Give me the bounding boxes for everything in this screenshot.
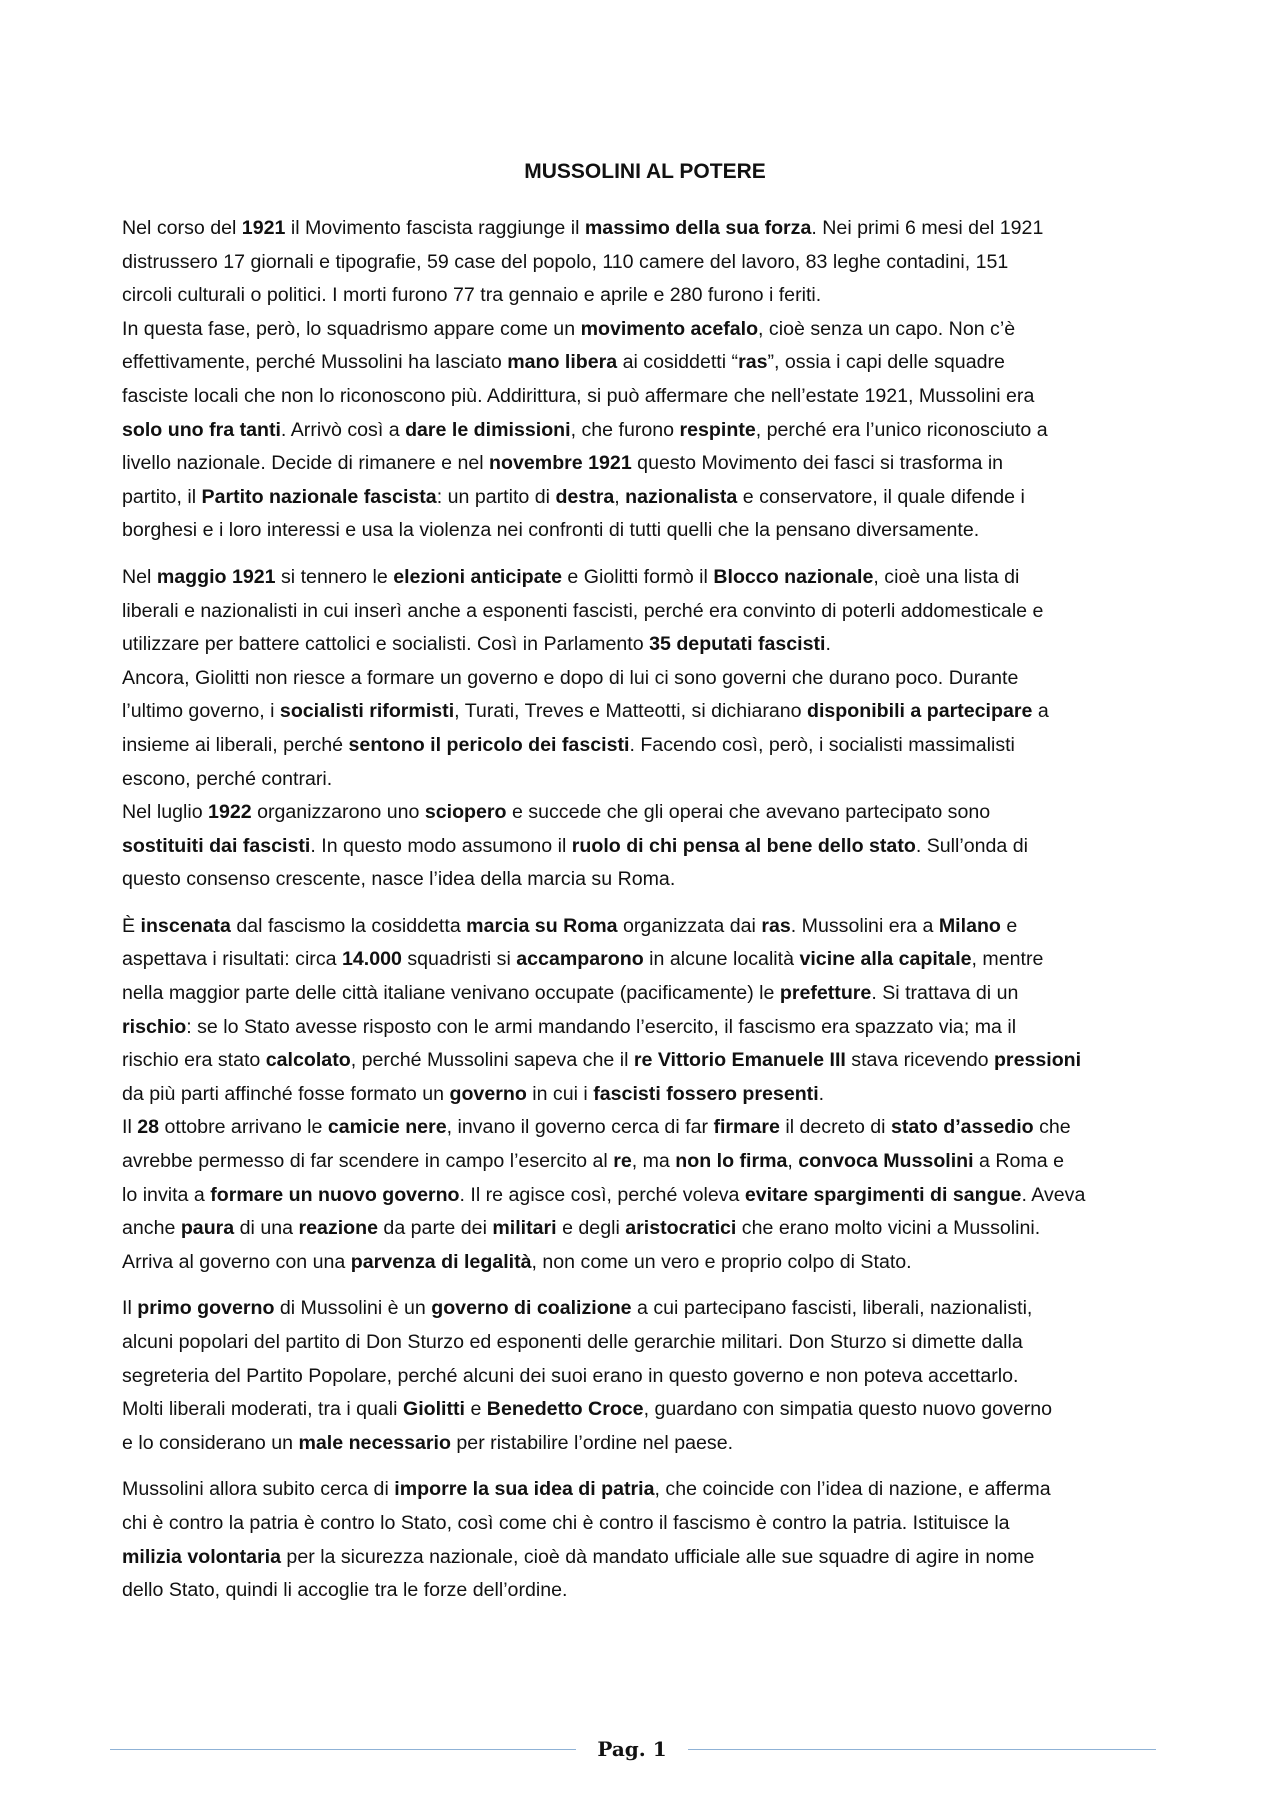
- bold-text: socialisti riformisti: [279, 700, 455, 723]
- text-run: , ma: [631, 1150, 676, 1173]
- text-line: [122, 628, 1172, 662]
- paragraph: [122, 212, 1172, 548]
- text-line: [122, 1246, 1172, 1280]
- text-run: , Turati, Treves e Matteotti, si dichiarano: [454, 700, 807, 723]
- text-run: , non come un vero e proprio colpo di Stato.: [531, 1250, 912, 1273]
- bold-text: sostituiti dai fascisti: [122, 834, 311, 857]
- text-run: a Roma e: [973, 1150, 1064, 1173]
- text-run: borghesi e i loro interessi e usa la violenza nei confronti di tutti quelli che la pensano diversamente.: [122, 519, 980, 542]
- bold-text: militari: [492, 1217, 557, 1240]
- text-line: [122, 1292, 1172, 1326]
- text-run: che: [1033, 1116, 1071, 1139]
- bold-text: governo di coalizione: [431, 1297, 632, 1320]
- text-line: [122, 346, 1172, 380]
- text-line: [122, 1212, 1172, 1246]
- text-line: [122, 514, 1172, 548]
- text-run: e degli: [556, 1217, 626, 1240]
- bold-text: accamparono: [516, 948, 644, 971]
- bold-text: dare le dimissioni: [405, 418, 571, 441]
- footer-rule-right: [688, 1749, 1156, 1750]
- text-run: chi è contro la patria è contro lo Stato, così come chi è contro il fascismo è contro la patria. Istituisce la: [122, 1511, 1010, 1534]
- text-line: [122, 1427, 1172, 1461]
- text-line: [122, 414, 1172, 448]
- text-run: . Facendo così, però, i socialisti massimalisti: [629, 733, 1015, 756]
- text-run: e conservatore, il quale difende i: [737, 485, 1025, 508]
- bold-text: disponibili a partecipare: [807, 700, 1033, 723]
- bold-text: fascisti fossero presenti: [593, 1082, 819, 1105]
- text-run: distrussero 17 giornali e tipografie, 59 case del popolo, 110 camere del lavoro, 83 leghe contadini, 151: [122, 250, 1009, 273]
- page-title: MUSSOLINI AL POTERE: [524, 160, 766, 183]
- text-line: [122, 695, 1172, 729]
- bold-text: rischio: [122, 1015, 187, 1038]
- text-line: [122, 830, 1172, 864]
- bold-text: destra: [555, 485, 615, 508]
- document-body: [122, 212, 1172, 1621]
- text-run: Nel corso del: [122, 217, 242, 239]
- bold-text: re Vittorio Emanuele III: [633, 1049, 846, 1072]
- text-run: e succede che gli operai che avevano partecipato sono: [506, 801, 991, 824]
- text-line: [122, 1145, 1172, 1179]
- text-line: [122, 943, 1172, 977]
- text-line: [122, 1011, 1172, 1045]
- bold-text: massimo della sua forza: [584, 217, 812, 239]
- text-line: [122, 561, 1172, 595]
- text-line: [122, 1326, 1172, 1360]
- text-run: per ristabilire l’ordine nel paese.: [450, 1431, 734, 1454]
- text-line: [122, 595, 1172, 629]
- text-run: lo invita a: [122, 1183, 211, 1206]
- text-run: effettivamente, perché Mussolini ha lasciato: [122, 351, 508, 374]
- text-run: Il: [122, 1116, 138, 1139]
- text-run: , invano il governo cerca di far: [446, 1116, 714, 1139]
- bold-text: 1921: [241, 217, 286, 239]
- text-run: questo consenso crescente, nasce l’idea della marcia su Roma.: [122, 868, 676, 891]
- text-run: Mussolini allora subito cerca di: [122, 1478, 395, 1501]
- text-line: [122, 1044, 1172, 1078]
- bold-text: pressioni: [993, 1049, 1082, 1072]
- text-run: . Sull’onda di: [915, 834, 1029, 857]
- bold-text: Benedetto Croce: [486, 1398, 644, 1421]
- text-run: . Si trattava di un: [871, 982, 1019, 1005]
- text-run: In questa fase, però, lo squadrismo appare come un: [122, 317, 581, 340]
- bold-text: milizia volontaria: [122, 1545, 281, 1568]
- bold-text: prefetture: [779, 982, 872, 1005]
- text-run: Molti liberali moderati, tra i quali: [122, 1398, 403, 1421]
- text-run: si tennero le: [275, 565, 394, 588]
- text-run: di Mussolini è un: [274, 1297, 432, 1320]
- text-line: [122, 246, 1172, 280]
- bold-text: novembre 1921: [489, 452, 632, 475]
- text-run: , cioè una lista di: [873, 565, 1020, 588]
- bold-text: Partito nazionale fascista: [201, 485, 437, 508]
- text-run: alcuni popolari del partito di Don Sturzo ed esponenti delle gerarchie militari. Don Sturzo si dimette dalla: [122, 1331, 1023, 1353]
- text-run: e: [1000, 914, 1018, 937]
- text-run: , perché era l’unico riconosciuto a: [755, 418, 1048, 441]
- bold-text: male necessario: [298, 1431, 451, 1454]
- bold-text: sentono il pericolo dei fascisti: [348, 733, 630, 756]
- bold-text: convoca Mussolini: [798, 1150, 974, 1173]
- text-run: . Il re agisce così, perché voleva: [459, 1183, 745, 1206]
- bold-text: respinte: [679, 418, 756, 441]
- bold-text: formare un nuovo governo: [210, 1183, 460, 1206]
- text-run: da più parti affinché fosse formato un: [122, 1082, 450, 1105]
- text-run: utilizzare per battere cattolici e socialisti. Così in Parlamento: [122, 633, 650, 656]
- paragraph: [122, 910, 1172, 1280]
- text-line: [122, 977, 1172, 1011]
- bold-text: ras: [761, 914, 791, 937]
- text-line: [122, 380, 1172, 414]
- text-run: organizzata dai: [617, 914, 762, 937]
- text-run: che erano molto vicini a Mussolini.: [736, 1217, 1041, 1240]
- text-line: [122, 279, 1172, 313]
- text-run: Nel: [122, 565, 157, 588]
- text-line: [122, 212, 1172, 246]
- text-run: , cioè senza un capo. Non c’è: [758, 317, 1016, 340]
- text-run: nella maggior parte delle città italiane venivano occupate (pacificamente) le: [122, 982, 780, 1005]
- paragraph: [122, 1292, 1172, 1460]
- text-line: [122, 1574, 1172, 1608]
- bold-text: 28: [137, 1116, 160, 1139]
- text-run: a cui partecipano fascisti, liberali, nazionalisti,: [631, 1297, 1033, 1320]
- text-run: rischio era stato: [122, 1049, 266, 1072]
- text-run: escono, perché contrari.: [122, 767, 333, 790]
- text-run: dal fascismo la cosiddetta: [230, 914, 467, 937]
- text-line: [122, 910, 1172, 944]
- text-run: in cui i: [526, 1082, 594, 1105]
- bold-text: non lo firma: [675, 1150, 788, 1173]
- footer-rule-left: [110, 1749, 576, 1750]
- text-run: avrebbe permesso di far scendere in campo l’esercito al: [122, 1150, 614, 1173]
- text-line: [122, 1473, 1172, 1507]
- text-line: [122, 763, 1172, 797]
- text-run: ,: [787, 1150, 799, 1173]
- text-run: organizzarono uno: [251, 801, 425, 824]
- text-run: dello Stato, quindi li accoglie tra le forze dell’ordine.: [122, 1579, 568, 1602]
- text-run: : se lo Stato avesse risposto con le armi mandando l’esercito, il fascismo era spazzato via; ma il: [186, 1015, 1017, 1038]
- page-number: Pag. 1: [597, 1737, 667, 1761]
- text-run: , che furono: [570, 418, 680, 441]
- text-run: a: [1032, 700, 1049, 723]
- text-run: in alcune località: [643, 948, 800, 971]
- text-run: livello nazionale. Decide di rimanere e nel: [122, 452, 490, 475]
- text-line: [122, 796, 1172, 830]
- text-run: . In questo modo assumono il: [310, 834, 572, 857]
- text-run: squadristi si: [401, 948, 517, 971]
- bold-text: evitare spargimenti di sangue: [744, 1183, 1022, 1206]
- bold-text: vicine alla capitale: [799, 948, 972, 971]
- text-line: [122, 1111, 1172, 1145]
- text-run: È: [122, 914, 141, 937]
- bold-text: ras: [738, 351, 768, 374]
- text-run: il decreto di: [779, 1116, 891, 1139]
- text-run: Nel luglio: [122, 801, 209, 824]
- text-run: Arriva al governo con una: [122, 1250, 351, 1273]
- text-line: [122, 1179, 1172, 1213]
- bold-text: mano libera: [507, 351, 618, 374]
- text-run: fasciste locali che non lo riconoscono più. Addirittura, si può affermare che nell’estate 1921, Mussolini era: [122, 384, 1035, 407]
- bold-text: 35 deputati fascisti: [649, 633, 826, 656]
- bold-text: calcolato: [265, 1049, 351, 1072]
- text-run: ”, ossia i capi delle squadre: [767, 351, 1005, 374]
- text-run: : un partito di: [436, 485, 556, 508]
- page-footer: [110, 1735, 1156, 1765]
- bold-text: elezioni anticipate: [393, 565, 562, 588]
- text-run: . Aveva: [1021, 1183, 1086, 1206]
- text-line: [122, 863, 1172, 897]
- text-run: e: [465, 1398, 487, 1421]
- bold-text: parvenza di legalità: [350, 1250, 532, 1273]
- bold-text: re: [613, 1150, 632, 1173]
- bold-text: 14.000: [341, 948, 402, 971]
- text-run: stava ricevendo: [845, 1049, 994, 1072]
- text-run: e lo considerano un: [122, 1431, 299, 1454]
- text-run: ai cosiddetti “: [617, 351, 739, 374]
- text-line: [122, 447, 1172, 481]
- text-run: ,: [614, 485, 626, 508]
- text-line: [122, 1541, 1172, 1575]
- text-line: [122, 1507, 1172, 1541]
- paragraph: [122, 1473, 1172, 1607]
- text-run: Ancora, Giolitti non riesce a formare un governo e dopo di lui ci sono governi che durano poco. Durante: [122, 666, 1019, 689]
- bold-text: governo: [449, 1082, 527, 1105]
- bold-text: sciopero: [424, 801, 507, 824]
- text-run: questo Movimento dei fasci si trasforma in: [631, 452, 1004, 475]
- text-run: per la sicurezza nazionale, cioè dà mandato ufficiale alle sue squadre di agire in nome: [280, 1545, 1035, 1568]
- bold-text: primo governo: [137, 1297, 275, 1320]
- text-run: , che coincide con l’idea di nazione, e afferma: [654, 1478, 1051, 1501]
- paragraph: [122, 561, 1172, 897]
- text-line: [122, 729, 1172, 763]
- bold-text: camicie nere: [327, 1116, 447, 1139]
- bold-text: movimento acefalo: [580, 317, 759, 340]
- bold-text: stato d’assedio: [890, 1116, 1034, 1139]
- text-run: e Giolitti formò il: [561, 565, 714, 588]
- bold-text: 1922: [208, 801, 252, 824]
- text-run: Il: [122, 1297, 138, 1320]
- bold-text: imporre la sua idea di patria: [394, 1478, 655, 1501]
- text-run: . Mussolini era a: [790, 914, 939, 937]
- text-run: di una: [234, 1217, 299, 1240]
- bold-text: maggio 1921: [156, 565, 276, 588]
- text-line: [122, 1078, 1172, 1112]
- bold-text: paura: [180, 1217, 235, 1240]
- bold-text: nazionalista: [625, 485, 738, 508]
- text-run: .: [825, 633, 831, 656]
- bold-text: aristocratici: [625, 1217, 737, 1240]
- text-line: [122, 481, 1172, 515]
- text-run: insieme ai liberali, perché: [122, 733, 349, 756]
- text-run: aspettava i risultati: circa: [122, 948, 342, 971]
- text-run: anche: [122, 1217, 181, 1240]
- bold-text: solo uno fra tanti: [122, 418, 281, 441]
- text-line: [122, 1360, 1172, 1394]
- text-run: liberali e nazionalisti in cui inserì anche a esponenti fascisti, perché era convinto di poterli addomesticale e: [122, 599, 1044, 622]
- text-line: [122, 662, 1172, 696]
- bold-text: Giolitti: [402, 1398, 465, 1421]
- text-run: da parte dei: [377, 1217, 493, 1240]
- text-run: ottobre arrivano le: [159, 1116, 328, 1139]
- text-run: , mentre: [971, 948, 1044, 971]
- bold-text: Blocco nazionale: [713, 565, 874, 588]
- bold-text: firmare: [713, 1116, 780, 1139]
- bold-text: Milano: [938, 914, 1001, 937]
- text-line: [122, 313, 1172, 347]
- text-run: . Nei primi 6 mesi del 1921: [811, 217, 1044, 239]
- text-run: l’ultimo governo, i: [122, 700, 280, 723]
- text-run: , perché Mussolini sapeva che il: [350, 1049, 634, 1072]
- text-run: circoli culturali o politici. I morti furono 77 tra gennaio e aprile e 280 furono i feriti.: [122, 284, 822, 307]
- text-run: partito, il: [122, 485, 202, 508]
- bold-text: inscenata: [140, 914, 231, 937]
- text-run: .: [818, 1082, 825, 1105]
- text-run: segreteria del Partito Popolare, perché alcuni dei suoi erano in questo governo e non poteva accettarlo.: [122, 1364, 1019, 1387]
- bold-text: reazione: [298, 1217, 378, 1240]
- bold-text: marcia su Roma: [466, 914, 618, 937]
- bold-text: ruolo di chi pensa al bene dello stato: [571, 834, 916, 857]
- text-run: , guardano con simpatia questo nuovo governo: [643, 1398, 1053, 1421]
- text-run: il Movimento fascista raggiunge il: [285, 217, 585, 239]
- text-line: [122, 1393, 1172, 1427]
- text-run: . Arrivò così a: [280, 418, 406, 441]
